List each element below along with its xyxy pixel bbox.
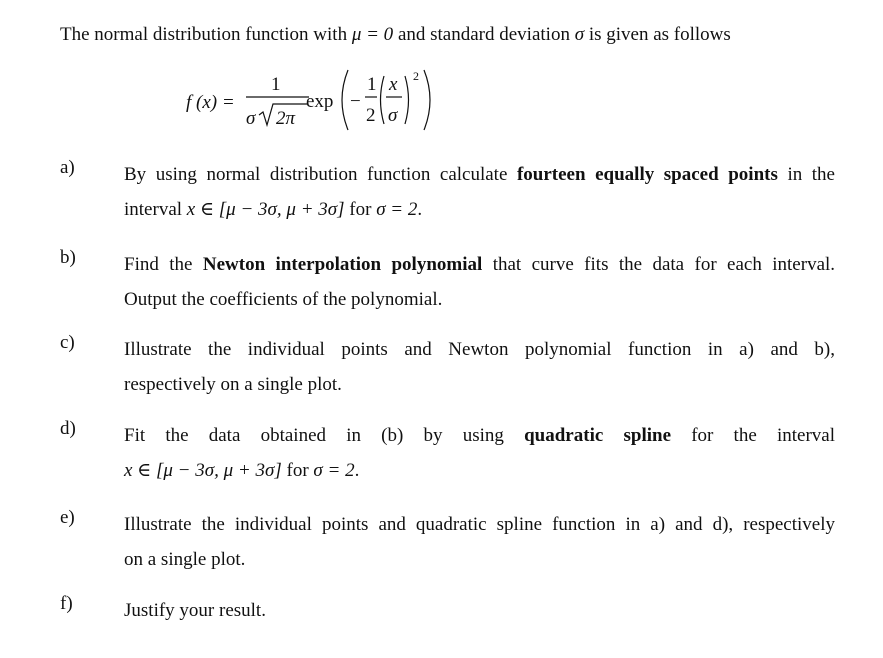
item-b-post: that curve fits the data for each interval. xyxy=(492,254,836,275)
intro-mu: μ = 0 xyxy=(351,24,394,45)
right-paren-inner xyxy=(405,76,409,124)
item-d-text xyxy=(124,418,835,488)
right-paren-outer xyxy=(424,70,430,130)
item-e-text xyxy=(124,507,835,577)
item-a-end: . xyxy=(417,199,423,220)
item-a-label: a) xyxy=(60,157,75,178)
item-d-cond: σ = 2 xyxy=(313,460,355,481)
intro-text-c: is given as follows xyxy=(588,24,731,45)
item-a-math: x ∈ [μ − 3σ, μ + 3σ] xyxy=(186,199,345,220)
item-d-label: d) xyxy=(60,418,76,439)
item-b-bold: Newton interpolation polynomial xyxy=(202,254,483,275)
formula-sigma-den: σ xyxy=(388,105,398,126)
formula-lhs: f (x) = xyxy=(186,92,235,113)
item-a-bold: fourteen equally spaced points xyxy=(516,164,778,185)
item-c-line2: respectively on a single plot. xyxy=(124,374,342,395)
formula-x: x xyxy=(389,74,398,95)
item-e-line2: on a single plot. xyxy=(124,549,246,570)
item-a-line2 xyxy=(124,192,835,227)
formula-sqrt2pi: 2π xyxy=(276,108,296,129)
left-paren-inner xyxy=(381,76,385,124)
item-b-label: b) xyxy=(60,247,76,268)
item-a-text xyxy=(124,157,835,227)
item-d-for: for xyxy=(286,460,309,481)
item-a-pre: By using normal distribution function calculate xyxy=(124,164,508,185)
item-b-pre: Find the xyxy=(124,254,193,275)
item-c-line1: Illustrate the individual points and Newton polynomial function in a) and b), xyxy=(124,339,835,360)
item-f-label: f) xyxy=(60,593,73,614)
item-d-pre: Fit the data obtained in (b) by using xyxy=(124,425,504,446)
formula-half-den: 2 xyxy=(366,105,376,126)
formula-one: 1 xyxy=(271,74,281,95)
item-d-post: for the interval xyxy=(691,425,835,446)
item-b-line2: Output the coefficients of the polynomial. xyxy=(124,289,443,310)
intro-line xyxy=(60,24,840,46)
item-c-text xyxy=(124,332,835,402)
formula-sigma: σ xyxy=(246,108,256,129)
item-f-line1: Justify your result. xyxy=(124,600,266,621)
item-b-text xyxy=(124,247,835,317)
intro-sigma: σ xyxy=(574,24,585,45)
item-c-label: c) xyxy=(60,332,75,353)
item-d-math: x ∈ [μ − 3σ, μ + 3σ] xyxy=(124,460,282,481)
formula-half-num: 1 xyxy=(367,74,377,95)
item-d-end: . xyxy=(354,460,360,481)
item-a-cond: σ = 2 xyxy=(376,199,418,220)
item-f-text xyxy=(124,593,835,628)
item-e-line1: Illustrate the individual points and quadratic spline function in a) and d), respectively xyxy=(124,514,835,535)
item-a-for: for xyxy=(349,199,372,220)
normal-pdf-formula xyxy=(186,66,486,134)
intro-text-b: and standard deviation xyxy=(397,24,570,45)
item-a-interval: interval xyxy=(124,199,183,220)
item-d-bold: quadratic spline xyxy=(524,425,671,446)
item-d-line2 xyxy=(124,453,835,488)
formula-exp: exp xyxy=(306,91,334,112)
left-paren-outer xyxy=(342,70,348,130)
formula-exponent: 2 xyxy=(413,69,419,83)
item-e-label: e) xyxy=(60,507,75,528)
item-a-post: in the xyxy=(787,164,835,185)
formula-minus: − xyxy=(350,91,361,112)
intro-text-a: The normal distribution function with xyxy=(60,24,348,45)
